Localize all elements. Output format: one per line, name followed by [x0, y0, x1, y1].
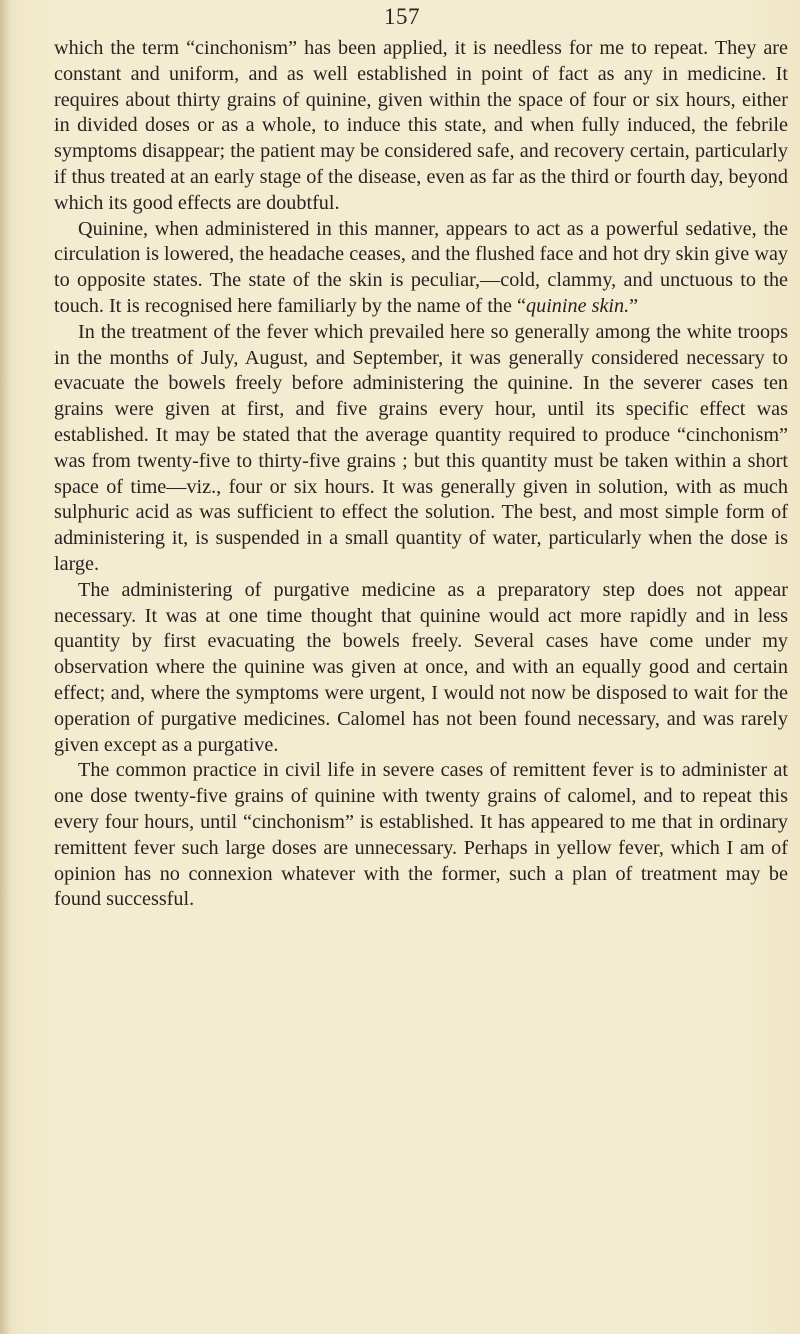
paragraph — [54, 36, 788, 217]
body-text — [54, 36, 788, 913]
paragraph-text: The common practice in civil life in severe cases of remittent fever is to administer at one dose twenty-five grains of quinine with twenty grains of calomel, and to repeat this every four hours, until “cinchonism” is established. It has appeared to me that in ordinary remittent fever such large doses are unnecessary. Perhaps in yellow fever, which I am of opinion has no connexion whatever with the former, such a plan of treatment may be found successful. — [54, 759, 788, 911]
paragraph-text: The administering of purgative medicine as a preparatory step does not appear necessary. It was at one time thought that quinine would act more rapidly and in less quantity by first evacuating the bowels freely. Several cases have come under my observation where the quinine was given at once, and with an equally good and certain effect; and, where the symptoms were urgent, I would not now be disposed to wait for the operation of purgative medicines. Calomel has not been found necessary, and was rarely given except as a purgative. — [54, 578, 788, 756]
paragraph — [54, 758, 788, 913]
paragraph-text: In the treatment of the fever which prevailed here so generally among the white troops in the months of July, August, and September, it was generally considered necessary to evacuate the bowels freely before administering the quinine. In the severer cases ten grains were given at first, and five grains every hour, until its specific effect was established. It may be stated that the average quantity required to produce “cinchonism” was from twenty-five to thirty-five grains ; but this quantity must be taken within a short space of time—viz., four or six hours. It was generally given in solution, with as much sulphuric acid as was sufficient to effect the solution. The best, and most simple form of administering it, is suspended in a small quantity of water, particularly when the dose is large. — [54, 320, 788, 575]
paragraph — [54, 578, 788, 759]
paragraph-text: ” — [629, 294, 639, 317]
paragraph — [54, 217, 788, 320]
paragraph-text: Quinine, when administered in this manner, appears to act as a powerful sedative, the circulation is lowered, the headache ceases, and the flushed face and hot dry skin give way to opposite states. The state of the skin is peculiar,—cold, clammy, and unctuous to the touch. It is recognised here familiarly by the name of the “ — [54, 217, 788, 317]
italic-phrase: quinine skin. — [526, 294, 630, 317]
page-number: 157 — [384, 4, 420, 29]
paragraph — [54, 320, 788, 578]
page-gutter-shadow — [0, 0, 10, 1334]
paragraph-text: which the term “cinchonism” has been applied, it is needless for me to repeat. They are constant and uniform, and as well established in point of fact as any in medicine. It requires about thirty grains of quinine, given within the space of four or six hours, either in divided doses or as a whole, to induce this state, and when fully induced, the febrile symptoms disappear; the patient may be considered safe, and recovery certain, particularly if thus treated at an early stage of the disease, even as far as the third or fourth day, beyond which its good effects are doubtful. — [54, 37, 788, 214]
